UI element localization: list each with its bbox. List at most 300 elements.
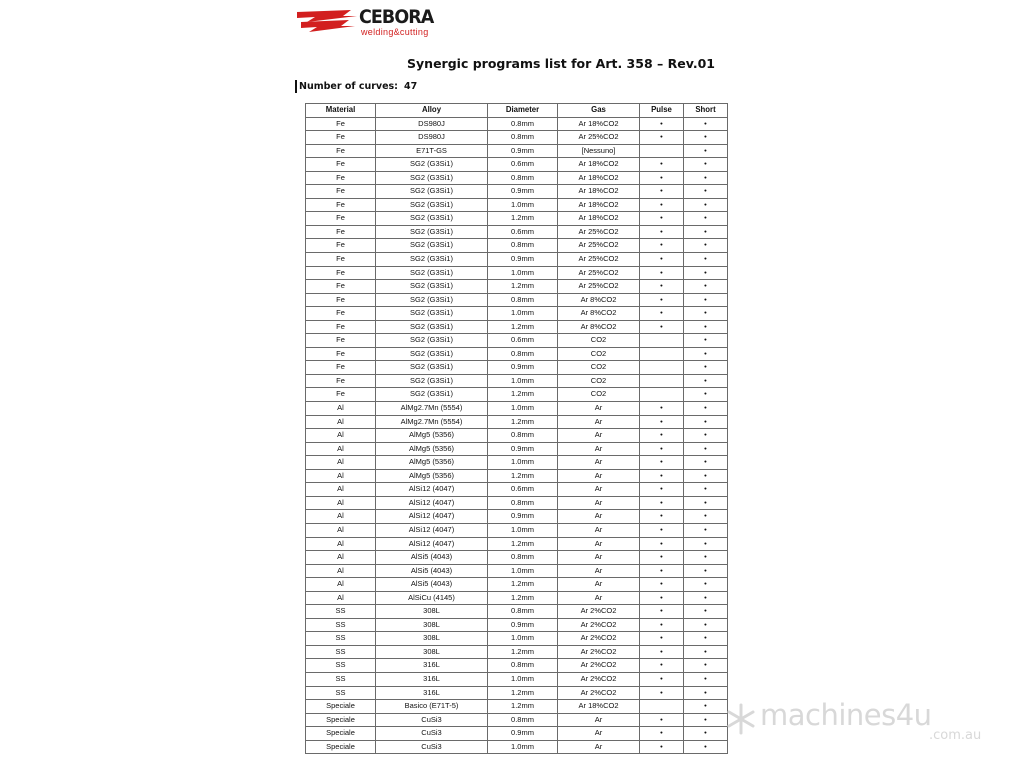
cell-material: SS bbox=[306, 659, 376, 673]
table-row bbox=[306, 307, 728, 321]
cell-pulse: • bbox=[640, 618, 684, 632]
table-row bbox=[306, 632, 728, 646]
brand-tagline: welding&cutting bbox=[361, 27, 429, 37]
snowflake-icon bbox=[724, 702, 758, 736]
table-row bbox=[306, 361, 728, 375]
cell-alloy: AlMg2.7Mn (5554) bbox=[376, 415, 488, 429]
cell-diameter: 1.2mm bbox=[488, 537, 558, 551]
cell-diameter: 0.9mm bbox=[488, 253, 558, 267]
cell-diameter: 1.0mm bbox=[488, 456, 558, 470]
cell-gas: Ar 18%CO2 bbox=[558, 171, 640, 185]
cell-short: • bbox=[684, 456, 728, 470]
cell-alloy: AlSi5 (4043) bbox=[376, 551, 488, 565]
table-row bbox=[306, 171, 728, 185]
cell-short: • bbox=[684, 659, 728, 673]
cell-diameter: 1.2mm bbox=[488, 591, 558, 605]
cell-diameter: 1.2mm bbox=[488, 388, 558, 402]
table-row bbox=[306, 700, 728, 714]
cell-gas: Ar 25%CO2 bbox=[558, 253, 640, 267]
table-row bbox=[306, 713, 728, 727]
table-row bbox=[306, 510, 728, 524]
table-row bbox=[306, 496, 728, 510]
cell-material: SS bbox=[306, 605, 376, 619]
cell-diameter: 1.0mm bbox=[488, 632, 558, 646]
table-row bbox=[306, 672, 728, 686]
cell-short: • bbox=[684, 361, 728, 375]
cell-short: • bbox=[684, 605, 728, 619]
cell-gas: Ar bbox=[558, 537, 640, 551]
cell-alloy: SG2 (G3Si1) bbox=[376, 198, 488, 212]
cell-diameter: 1.0mm bbox=[488, 307, 558, 321]
table-row bbox=[306, 564, 728, 578]
cell-diameter: 0.9mm bbox=[488, 727, 558, 741]
cell-gas: Ar 18%CO2 bbox=[558, 700, 640, 714]
cell-short: • bbox=[684, 429, 728, 443]
cell-pulse bbox=[640, 334, 684, 348]
cell-alloy: 308L bbox=[376, 632, 488, 646]
table-row bbox=[306, 469, 728, 483]
table-row bbox=[306, 374, 728, 388]
table-row bbox=[306, 659, 728, 673]
cell-material: Speciale bbox=[306, 700, 376, 714]
cell-alloy: SG2 (G3Si1) bbox=[376, 185, 488, 199]
cell-diameter: 1.0mm bbox=[488, 198, 558, 212]
cell-alloy: 316L bbox=[376, 686, 488, 700]
cell-material: Fe bbox=[306, 266, 376, 280]
cell-short: • bbox=[684, 578, 728, 592]
cell-pulse: • bbox=[640, 456, 684, 470]
cell-diameter: 0.8mm bbox=[488, 131, 558, 145]
cell-short: • bbox=[684, 618, 728, 632]
table-row bbox=[306, 253, 728, 267]
cell-alloy: Basico (E71T-5) bbox=[376, 700, 488, 714]
cell-short: • bbox=[684, 632, 728, 646]
table-body bbox=[306, 117, 728, 754]
cell-gas: Ar bbox=[558, 564, 640, 578]
cell-alloy: AlSi5 (4043) bbox=[376, 564, 488, 578]
table-row bbox=[306, 280, 728, 294]
cell-short: • bbox=[684, 198, 728, 212]
cell-alloy: SG2 (G3Si1) bbox=[376, 374, 488, 388]
cell-diameter: 0.8mm bbox=[488, 551, 558, 565]
cell-material: Al bbox=[306, 456, 376, 470]
cell-diameter: 0.8mm bbox=[488, 659, 558, 673]
cell-gas: Ar bbox=[558, 591, 640, 605]
cell-material: Fe bbox=[306, 171, 376, 185]
table-row bbox=[306, 131, 728, 145]
cell-short: • bbox=[684, 551, 728, 565]
curves-value: 47 bbox=[404, 81, 418, 92]
cell-pulse: • bbox=[640, 442, 684, 456]
cell-alloy: CuSi3 bbox=[376, 713, 488, 727]
cell-material: SS bbox=[306, 632, 376, 646]
cell-material: Fe bbox=[306, 334, 376, 348]
cell-gas: Ar 18%CO2 bbox=[558, 117, 640, 131]
cell-alloy: CuSi3 bbox=[376, 740, 488, 754]
table-row bbox=[306, 212, 728, 226]
table-row bbox=[306, 158, 728, 172]
cell-material: Al bbox=[306, 537, 376, 551]
table-row bbox=[306, 483, 728, 497]
cell-material: Fe bbox=[306, 361, 376, 375]
cell-material: Al bbox=[306, 483, 376, 497]
cell-short: • bbox=[684, 334, 728, 348]
cell-short: • bbox=[684, 510, 728, 524]
cell-material: Fe bbox=[306, 225, 376, 239]
cell-short: • bbox=[684, 442, 728, 456]
table-row bbox=[306, 117, 728, 131]
cell-alloy: 316L bbox=[376, 659, 488, 673]
cell-pulse: • bbox=[640, 672, 684, 686]
cell-short: • bbox=[684, 591, 728, 605]
cell-short: • bbox=[684, 686, 728, 700]
cell-alloy: SG2 (G3Si1) bbox=[376, 320, 488, 334]
cell-alloy: SG2 (G3Si1) bbox=[376, 225, 488, 239]
cell-short: • bbox=[684, 564, 728, 578]
cell-pulse: • bbox=[640, 740, 684, 754]
table-row bbox=[306, 334, 728, 348]
table-row bbox=[306, 320, 728, 334]
cell-pulse: • bbox=[640, 225, 684, 239]
cell-material: Fe bbox=[306, 117, 376, 131]
cell-gas: CO2 bbox=[558, 347, 640, 361]
cell-material: Fe bbox=[306, 144, 376, 158]
cell-short: • bbox=[684, 171, 728, 185]
watermark bbox=[724, 700, 994, 744]
cell-material: Al bbox=[306, 496, 376, 510]
cell-short: • bbox=[684, 117, 728, 131]
cell-material: Speciale bbox=[306, 727, 376, 741]
column-header-alloy: Alloy bbox=[376, 104, 488, 118]
cell-alloy: 308L bbox=[376, 618, 488, 632]
cell-gas: Ar 2%CO2 bbox=[558, 605, 640, 619]
cell-gas: Ar 2%CO2 bbox=[558, 632, 640, 646]
cell-alloy: SG2 (G3Si1) bbox=[376, 239, 488, 253]
table-row bbox=[306, 645, 728, 659]
cell-pulse bbox=[640, 361, 684, 375]
cell-alloy: AlSiCu (4145) bbox=[376, 591, 488, 605]
cell-alloy: SG2 (G3Si1) bbox=[376, 253, 488, 267]
cell-diameter: 0.6mm bbox=[488, 483, 558, 497]
cell-diameter: 1.2mm bbox=[488, 686, 558, 700]
cell-pulse: • bbox=[640, 632, 684, 646]
cell-short: • bbox=[684, 469, 728, 483]
brand-name: CEBORA bbox=[359, 6, 434, 28]
table-row bbox=[306, 185, 728, 199]
cell-alloy: SG2 (G3Si1) bbox=[376, 171, 488, 185]
cell-diameter: 0.9mm bbox=[488, 361, 558, 375]
table-row bbox=[306, 605, 728, 619]
cell-pulse: • bbox=[640, 293, 684, 307]
cell-pulse: • bbox=[640, 523, 684, 537]
cell-material: Speciale bbox=[306, 713, 376, 727]
cell-gas: Ar 2%CO2 bbox=[558, 645, 640, 659]
cell-alloy: AlSi5 (4043) bbox=[376, 578, 488, 592]
cell-gas: Ar bbox=[558, 415, 640, 429]
cell-gas: Ar bbox=[558, 429, 640, 443]
cell-alloy: SG2 (G3Si1) bbox=[376, 266, 488, 280]
watermark-suffix: .com.au bbox=[929, 728, 982, 743]
cell-diameter: 1.0mm bbox=[488, 374, 558, 388]
table-row bbox=[306, 537, 728, 551]
cell-pulse: • bbox=[640, 198, 684, 212]
cell-gas: Ar bbox=[558, 523, 640, 537]
cell-diameter: 1.0mm bbox=[488, 402, 558, 416]
cell-gas: CO2 bbox=[558, 388, 640, 402]
cell-pulse: • bbox=[640, 131, 684, 145]
cell-pulse: • bbox=[640, 429, 684, 443]
cell-material: Al bbox=[306, 578, 376, 592]
cell-diameter: 0.6mm bbox=[488, 334, 558, 348]
cell-gas: Ar 8%CO2 bbox=[558, 320, 640, 334]
cell-pulse: • bbox=[640, 496, 684, 510]
cell-material: Al bbox=[306, 591, 376, 605]
cebora-lightning-icon bbox=[297, 8, 359, 36]
cell-gas: Ar bbox=[558, 510, 640, 524]
cell-gas: Ar 25%CO2 bbox=[558, 131, 640, 145]
cell-gas: Ar bbox=[558, 740, 640, 754]
cell-diameter: 0.8mm bbox=[488, 171, 558, 185]
cell-gas: Ar 8%CO2 bbox=[558, 293, 640, 307]
cell-gas: Ar 18%CO2 bbox=[558, 185, 640, 199]
cell-short: • bbox=[684, 402, 728, 416]
cell-alloy: AlSi12 (4047) bbox=[376, 483, 488, 497]
cell-pulse bbox=[640, 374, 684, 388]
cell-pulse: • bbox=[640, 564, 684, 578]
cell-material: Fe bbox=[306, 307, 376, 321]
cell-gas: Ar 2%CO2 bbox=[558, 686, 640, 700]
cell-diameter: 0.8mm bbox=[488, 713, 558, 727]
cell-gas: Ar bbox=[558, 578, 640, 592]
curves-label: Number of curves: bbox=[299, 81, 398, 92]
cell-short: • bbox=[684, 523, 728, 537]
cell-diameter: 1.0mm bbox=[488, 266, 558, 280]
cell-material: SS bbox=[306, 645, 376, 659]
cell-alloy: 316L bbox=[376, 672, 488, 686]
cell-pulse: • bbox=[640, 510, 684, 524]
cell-diameter: 0.8mm bbox=[488, 496, 558, 510]
table-row bbox=[306, 429, 728, 443]
cell-diameter: 1.2mm bbox=[488, 700, 558, 714]
cell-pulse: • bbox=[640, 727, 684, 741]
table-row bbox=[306, 551, 728, 565]
column-header-pulse: Pulse bbox=[640, 104, 684, 118]
cell-diameter: 0.6mm bbox=[488, 225, 558, 239]
table-row bbox=[306, 388, 728, 402]
table-row bbox=[306, 239, 728, 253]
cell-pulse bbox=[640, 347, 684, 361]
cell-gas: Ar 2%CO2 bbox=[558, 659, 640, 673]
cell-pulse: • bbox=[640, 645, 684, 659]
table-row bbox=[306, 523, 728, 537]
cell-diameter: 1.2mm bbox=[488, 320, 558, 334]
cell-material: Fe bbox=[306, 293, 376, 307]
cell-gas: Ar 18%CO2 bbox=[558, 212, 640, 226]
cell-material: SS bbox=[306, 686, 376, 700]
cell-material: Speciale bbox=[306, 740, 376, 754]
cell-alloy: E71T-GS bbox=[376, 144, 488, 158]
cell-material: SS bbox=[306, 618, 376, 632]
cell-gas: CO2 bbox=[558, 334, 640, 348]
cell-material: Al bbox=[306, 564, 376, 578]
cell-material: Fe bbox=[306, 388, 376, 402]
cell-material: Al bbox=[306, 523, 376, 537]
cell-gas: Ar bbox=[558, 727, 640, 741]
cell-alloy: AlMg2.7Mn (5554) bbox=[376, 402, 488, 416]
cell-short: • bbox=[684, 253, 728, 267]
cell-short: • bbox=[684, 374, 728, 388]
cell-alloy: CuSi3 bbox=[376, 727, 488, 741]
cell-alloy: SG2 (G3Si1) bbox=[376, 280, 488, 294]
table-row bbox=[306, 225, 728, 239]
cell-short: • bbox=[684, 266, 728, 280]
cell-diameter: 1.2mm bbox=[488, 645, 558, 659]
cell-pulse bbox=[640, 700, 684, 714]
column-header-gas: Gas bbox=[558, 104, 640, 118]
table-row bbox=[306, 578, 728, 592]
programs-table bbox=[305, 103, 728, 754]
column-header-diameter: Diameter bbox=[488, 104, 558, 118]
cell-short: • bbox=[684, 225, 728, 239]
cell-pulse: • bbox=[640, 605, 684, 619]
cell-diameter: 1.0mm bbox=[488, 564, 558, 578]
cell-alloy: SG2 (G3Si1) bbox=[376, 361, 488, 375]
cell-pulse: • bbox=[640, 253, 684, 267]
cell-diameter: 1.2mm bbox=[488, 212, 558, 226]
cell-material: Al bbox=[306, 402, 376, 416]
cell-short: • bbox=[684, 388, 728, 402]
cell-short: • bbox=[684, 212, 728, 226]
cell-material: Fe bbox=[306, 198, 376, 212]
cell-pulse: • bbox=[640, 239, 684, 253]
table-row bbox=[306, 266, 728, 280]
cell-pulse: • bbox=[640, 320, 684, 334]
curves-count bbox=[295, 80, 418, 93]
cell-short: • bbox=[684, 672, 728, 686]
cell-diameter: 1.2mm bbox=[488, 578, 558, 592]
cell-pulse: • bbox=[640, 212, 684, 226]
cell-short: • bbox=[684, 740, 728, 754]
cell-alloy: SG2 (G3Si1) bbox=[376, 347, 488, 361]
cell-alloy: AlMg5 (5356) bbox=[376, 429, 488, 443]
table-row bbox=[306, 727, 728, 741]
cell-short: • bbox=[684, 144, 728, 158]
column-header-short: Short bbox=[684, 104, 728, 118]
table-row bbox=[306, 293, 728, 307]
table-row bbox=[306, 144, 728, 158]
cell-gas: CO2 bbox=[558, 361, 640, 375]
cell-pulse bbox=[640, 388, 684, 402]
cell-diameter: 0.8mm bbox=[488, 239, 558, 253]
cell-alloy: SG2 (G3Si1) bbox=[376, 307, 488, 321]
cell-gas: Ar 25%CO2 bbox=[558, 266, 640, 280]
cell-gas: Ar 25%CO2 bbox=[558, 280, 640, 294]
cell-alloy: AlSi12 (4047) bbox=[376, 510, 488, 524]
cell-pulse: • bbox=[640, 551, 684, 565]
cell-short: • bbox=[684, 320, 728, 334]
cell-gas: Ar bbox=[558, 551, 640, 565]
cell-gas: Ar bbox=[558, 402, 640, 416]
cell-material: Fe bbox=[306, 253, 376, 267]
cell-alloy: DS980J bbox=[376, 131, 488, 145]
cell-gas: Ar bbox=[558, 456, 640, 470]
table-row bbox=[306, 686, 728, 700]
cell-gas: Ar 2%CO2 bbox=[558, 618, 640, 632]
cell-gas: Ar 25%CO2 bbox=[558, 225, 640, 239]
cell-diameter: 0.9mm bbox=[488, 510, 558, 524]
cell-diameter: 1.2mm bbox=[488, 469, 558, 483]
cell-pulse: • bbox=[640, 713, 684, 727]
table-row bbox=[306, 442, 728, 456]
cebora-logo bbox=[297, 6, 437, 40]
cell-pulse: • bbox=[640, 307, 684, 321]
cell-short: • bbox=[684, 483, 728, 497]
cell-short: • bbox=[684, 239, 728, 253]
cell-pulse bbox=[640, 144, 684, 158]
cell-diameter: 0.9mm bbox=[488, 618, 558, 632]
cell-alloy: AlSi12 (4047) bbox=[376, 537, 488, 551]
cell-material: Fe bbox=[306, 131, 376, 145]
cell-material: Al bbox=[306, 510, 376, 524]
cell-material: Fe bbox=[306, 212, 376, 226]
cell-diameter: 0.9mm bbox=[488, 144, 558, 158]
cell-short: • bbox=[684, 280, 728, 294]
table-row bbox=[306, 740, 728, 754]
table-row bbox=[306, 415, 728, 429]
cell-alloy: AlMg5 (5356) bbox=[376, 469, 488, 483]
cell-alloy: SG2 (G3Si1) bbox=[376, 158, 488, 172]
table-row bbox=[306, 618, 728, 632]
cell-pulse: • bbox=[640, 469, 684, 483]
cell-gas: Ar bbox=[558, 496, 640, 510]
cell-short: • bbox=[684, 537, 728, 551]
cell-pulse: • bbox=[640, 158, 684, 172]
cell-material: Fe bbox=[306, 185, 376, 199]
cell-short: • bbox=[684, 293, 728, 307]
cell-pulse: • bbox=[640, 483, 684, 497]
cell-pulse: • bbox=[640, 402, 684, 416]
cell-material: Fe bbox=[306, 280, 376, 294]
cell-gas: Ar bbox=[558, 713, 640, 727]
column-header-material: Material bbox=[306, 104, 376, 118]
cell-diameter: 0.9mm bbox=[488, 442, 558, 456]
cell-gas: Ar bbox=[558, 483, 640, 497]
cell-pulse: • bbox=[640, 280, 684, 294]
cell-short: • bbox=[684, 158, 728, 172]
cell-diameter: 0.9mm bbox=[488, 185, 558, 199]
cell-material: Fe bbox=[306, 158, 376, 172]
cell-diameter: 0.8mm bbox=[488, 605, 558, 619]
cell-diameter: 0.8mm bbox=[488, 117, 558, 131]
cell-gas: Ar 18%CO2 bbox=[558, 198, 640, 212]
cell-gas: Ar 25%CO2 bbox=[558, 239, 640, 253]
cell-diameter: 0.8mm bbox=[488, 429, 558, 443]
cell-alloy: AlSi12 (4047) bbox=[376, 496, 488, 510]
cell-alloy: SG2 (G3Si1) bbox=[376, 334, 488, 348]
cell-short: • bbox=[684, 700, 728, 714]
cell-gas: Ar 2%CO2 bbox=[558, 672, 640, 686]
cell-alloy: AlMg5 (5356) bbox=[376, 442, 488, 456]
cell-pulse: • bbox=[640, 578, 684, 592]
cell-pulse: • bbox=[640, 537, 684, 551]
cell-short: • bbox=[684, 727, 728, 741]
cell-gas: Ar bbox=[558, 442, 640, 456]
cell-alloy: AlSi12 (4047) bbox=[376, 523, 488, 537]
cell-alloy: SG2 (G3Si1) bbox=[376, 212, 488, 226]
table-row bbox=[306, 402, 728, 416]
cell-pulse: • bbox=[640, 686, 684, 700]
cell-material: Fe bbox=[306, 374, 376, 388]
